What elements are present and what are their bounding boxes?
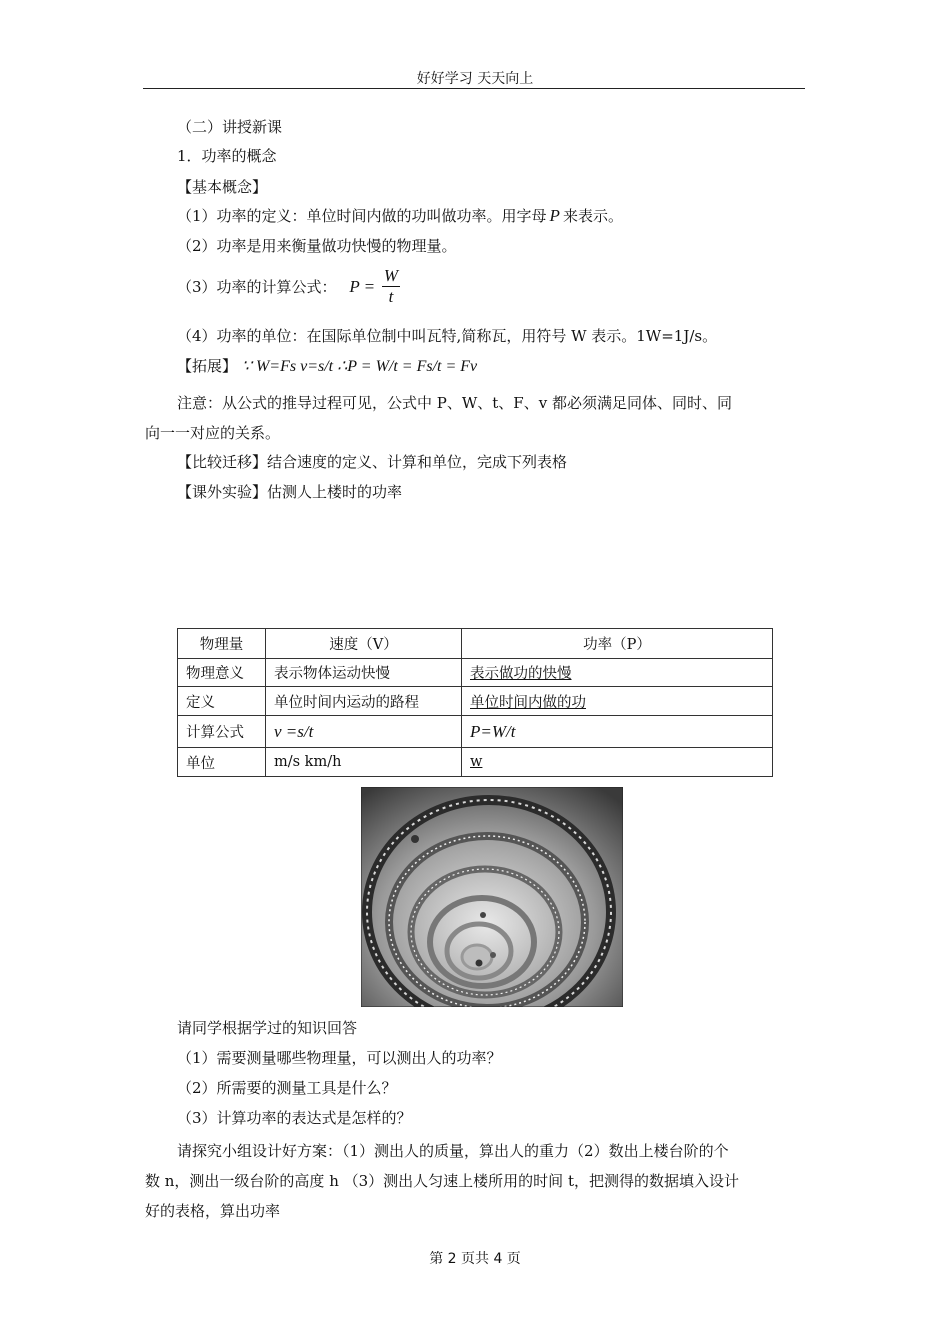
table-row	[178, 659, 773, 687]
table-row	[178, 716, 773, 748]
table-cell: w	[462, 748, 773, 777]
header-rule	[143, 88, 805, 89]
definition-1-var: P	[549, 206, 560, 225]
definition-1-tail: 来表示。	[562, 207, 623, 225]
questions-intro: 请同学根据学过的知识回答	[177, 1019, 358, 1037]
table-cell: 单位时间内做的功	[462, 687, 773, 716]
page-header: 好好学习 天天向上	[416, 71, 534, 87]
table-cell: 表示物体运动快慢	[266, 659, 462, 687]
table-cell: 物理意义	[178, 659, 266, 687]
question-2: （2）所需要的测量工具是什么？	[177, 1079, 397, 1097]
section-title: （二）讲授新课	[177, 118, 283, 136]
definition-1-text: （1）功率的定义：单位时间内做的功叫做功率。用字母	[177, 207, 547, 225]
definition-2: （2）功率是用来衡量做功快慢的物理量。	[177, 237, 457, 255]
experiment-heading: 【课外实验】估测人上楼时的功率	[177, 483, 403, 501]
compare-heading: 【比较迁移】结合速度的定义、计算和单位，完成下列表格	[177, 453, 568, 471]
plan-line-2: 数 n，测出一级台阶的高度 h （3）测出人匀速上楼所用的时间 t，把测得的数据填入设计	[145, 1172, 739, 1190]
table-cell: 单位时间内运动的路程	[266, 687, 462, 716]
table-cell: m/s km/h	[266, 748, 462, 777]
table-cell: 计算公式	[178, 716, 266, 748]
table-cell: 单位	[178, 748, 266, 777]
plan-line-3: 好的表格，算出功率	[145, 1202, 281, 1220]
spiral-staircase-photo	[361, 787, 623, 1007]
table-header-cell: 物理量	[178, 629, 266, 659]
table-row	[178, 748, 773, 777]
table-header-cell: 速度（V）	[266, 629, 462, 659]
plan-line-1: 请探究小组设计好方案：（1）测出人的质量，算出人的重力（2）数出上楼台阶的个	[177, 1142, 729, 1160]
subsection-title: 1．功率的概念	[177, 147, 277, 165]
question-3: （3）计算功率的表达式是怎样的？	[177, 1109, 412, 1127]
table-cell: 定义	[178, 687, 266, 716]
expansion-formula: ∵ W=Fs v=s/t ∴P = W/t = Fs/t = Fv	[241, 358, 478, 375]
table-header-row	[178, 629, 773, 659]
formula-numerator: W	[383, 266, 399, 285]
expansion	[177, 355, 477, 376]
page-number: 第 2 页共 4 页	[429, 1251, 521, 1267]
table-cell: v =s/t	[266, 716, 462, 748]
formula-fraction	[382, 266, 400, 307]
definition-3	[177, 266, 400, 307]
definition-4: （4）功率的单位：在国际单位制中叫瓦特,简称瓦，用符号 W 表示。1W=1J/s。	[177, 327, 718, 345]
table-header-cell: 功率（P）	[462, 629, 773, 659]
question-1: （1）需要测量哪些物理量，可以测出人的功率？	[177, 1049, 502, 1067]
basic-concept-heading: 【基本概念】	[177, 178, 268, 196]
table-row	[178, 687, 773, 716]
table-cell: 表示做功的快慢	[462, 659, 773, 687]
definition-3-label: （3）功率的计算公式：	[177, 278, 337, 296]
formula-lhs: P =	[349, 276, 376, 296]
note-line-2: 向一一对应的关系。	[145, 424, 281, 442]
formula-denominator: t	[388, 287, 394, 306]
comparison-table	[177, 628, 773, 777]
expansion-label: 【拓展】	[177, 357, 238, 375]
table-cell: P=W/t	[462, 716, 773, 748]
definition-1	[177, 205, 623, 226]
note-line-1: 注意：从公式的推导过程可见，公式中 P、W、t、F、v 都必须满足同体、同时、同	[177, 394, 732, 412]
